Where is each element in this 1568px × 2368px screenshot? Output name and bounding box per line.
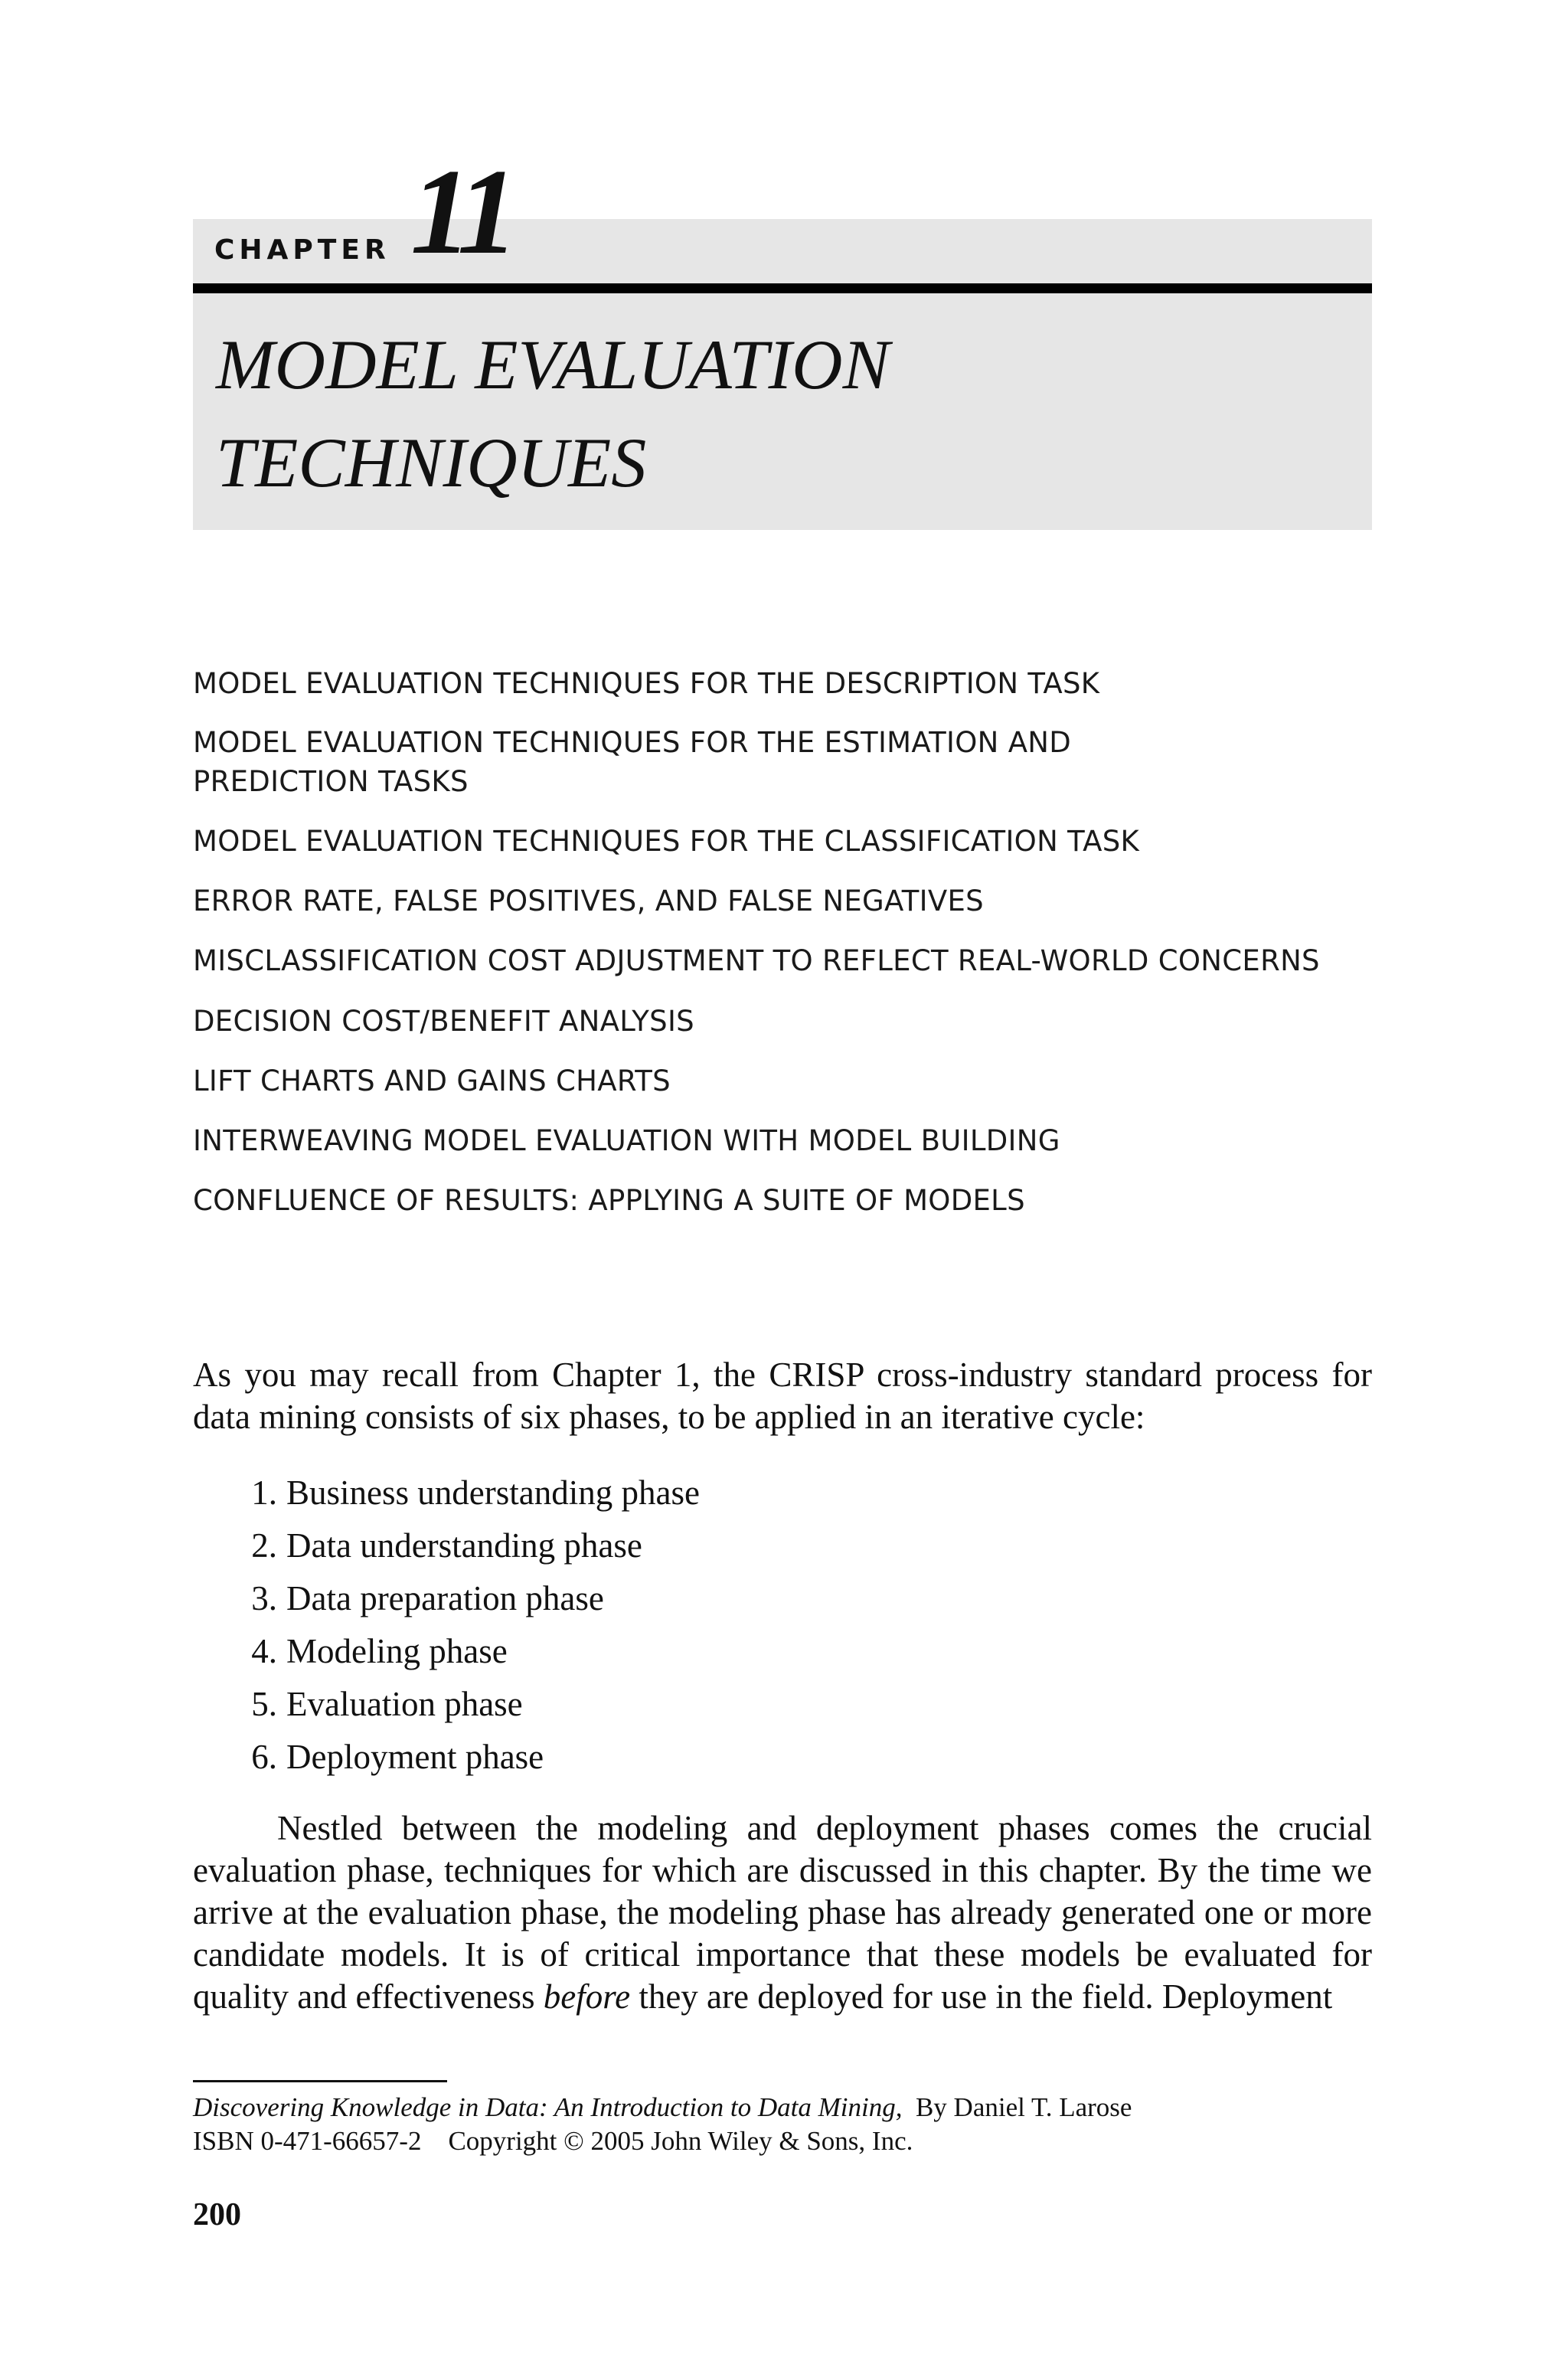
footnote-line-2: ISBN 0-471-66657-2 Copyright © 2005 John Wiley & Sons, Inc. [193, 2126, 913, 2156]
chapter-number: 11 [410, 143, 511, 280]
list-item-label: Evaluation phase [286, 1685, 523, 1723]
emphasized-word: before [543, 1977, 631, 2016]
list-item [230, 1630, 508, 1673]
chapter-title-line-1: MODEL EVALUATION [216, 325, 890, 404]
list-item-label: Deployment phase [286, 1738, 544, 1776]
intro-paragraph: As you may recall from Chapter 1, the CRISP cross-industry standard process for data mining consists of six phases, to be applied in an iterative cycle: [193, 1356, 1372, 1436]
list-item [230, 1683, 523, 1725]
footnote-rule [193, 2080, 447, 2082]
list-item-number: 5. [251, 1685, 277, 1723]
list-item-number: 4. [251, 1632, 277, 1670]
contents-item: INTERWEAVING MODEL EVALUATION WITH MODEL BUILDING [193, 1124, 1060, 1157]
list-item-label: Business understanding phase [286, 1473, 700, 1512]
chapter-label: CHAPTER [214, 234, 390, 266]
contents-item-continuation: PREDICTION TASKS [193, 765, 469, 798]
list-item [230, 1525, 642, 1567]
contents-item: MISCLASSIFICATION COST ADJUSTMENT TO REFLECT REAL-WORLD CONCERNS [193, 944, 1320, 977]
footnote-line-1 [193, 2091, 1132, 2124]
list-item-label: Data preparation phase [286, 1579, 604, 1617]
contents-item: LIFT CHARTS AND GAINS CHARTS [193, 1065, 671, 1097]
list-item-label: Data understanding phase [286, 1526, 642, 1565]
chapter-title-line-2: TECHNIQUES [216, 424, 647, 502]
contents-item: ERROR RATE, FALSE POSITIVES, AND FALSE NEGATIVES [193, 885, 984, 917]
paragraph-text-end: they are deployed for use in the field. Deployment [630, 1977, 1333, 2016]
contents-item: DECISION COST/BENEFIT ANALYSIS [193, 1005, 694, 1038]
list-item [230, 1736, 544, 1778]
book-title: Discovering Knowledge in Data: An Introduction to Data Mining, [193, 2092, 903, 2122]
list-item-number: 3. [251, 1579, 277, 1617]
book-author: By Daniel T. Larose [915, 2092, 1132, 2122]
list-item-number: 2. [251, 1526, 277, 1565]
evaluation-paragraph [193, 1807, 1372, 2018]
contents-item: CONFLUENCE OF RESULTS: APPLYING A SUITE OF MODELS [193, 1184, 1025, 1217]
chapter-rule [193, 283, 1372, 293]
chapter-title [216, 316, 1349, 512]
list-item-number: 6. [251, 1738, 277, 1776]
contents-item: MODEL EVALUATION TECHNIQUES FOR THE CLASSIFICATION TASK [193, 825, 1140, 858]
footnote [193, 2091, 1132, 2158]
list-item [230, 1472, 700, 1514]
list-item-label: Modeling phase [286, 1632, 508, 1670]
list-item-number: 1. [251, 1473, 277, 1512]
list-item [230, 1578, 604, 1620]
page-number: 200 [193, 2197, 241, 2232]
contents-item: MODEL EVALUATION TECHNIQUES FOR THE DESCRIPTION TASK [193, 667, 1100, 700]
contents-item: MODEL EVALUATION TECHNIQUES FOR THE ESTIMATION AND [193, 726, 1072, 759]
paragraph-text: Nestled between the modeling and deployment phases comes the crucial evaluation phase, techniques for which are discussed in this chapter. By the time we arrive at the evaluation phase, the modeling phase has already generated one or more candidate models. It is of critical importance that these models be evaluated for quality and effectiveness [193, 1809, 1372, 2016]
